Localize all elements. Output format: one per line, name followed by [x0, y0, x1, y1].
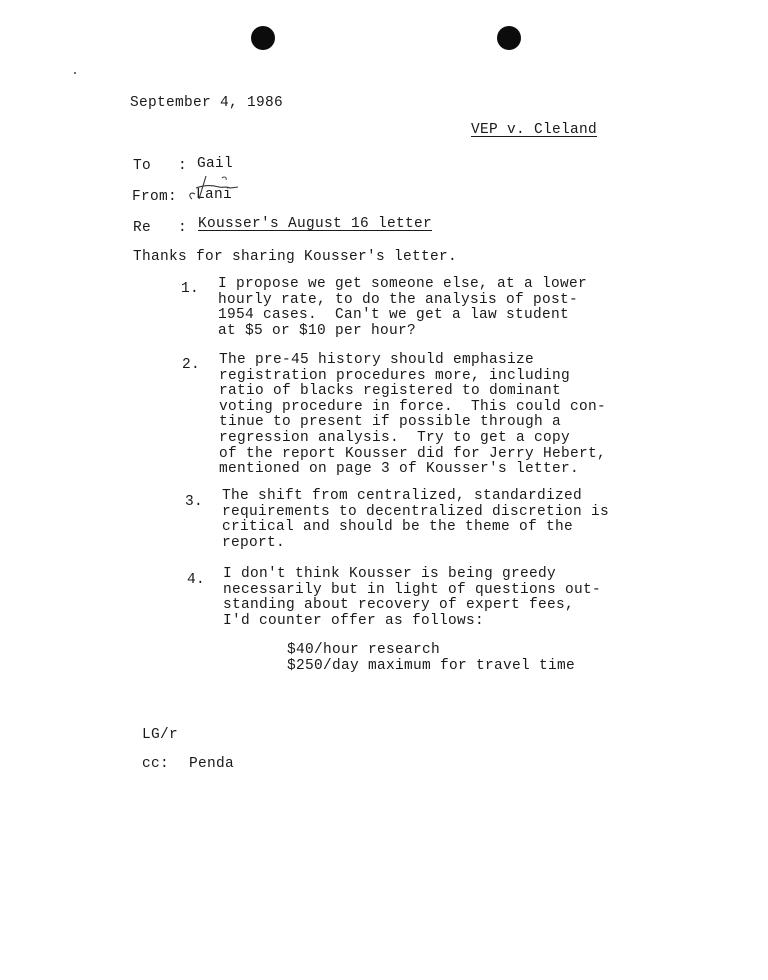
item-2-line: ratio of blacks registered to dominant [219, 383, 562, 400]
handwritten-initials-icon [186, 172, 246, 202]
item-1-line: at $5 or $10 per hour? [218, 322, 417, 339]
item-2-line: of the report Kousser did for Jerry Hebert, [219, 445, 607, 462]
rate-line: $250/day maximum for travel time [287, 657, 576, 674]
item-3-line: The shift from centralized, standardized [222, 488, 583, 504]
item-3-text [222, 489, 609, 551]
to-value: Gail [197, 156, 234, 172]
typist-initials: LG/r [142, 727, 179, 743]
item-4-line: I'd counter offer as follows: [223, 612, 485, 629]
item-1-line: 1954 cases. Can't we get a law student [218, 307, 570, 324]
memo-date: September 4, 1986 [130, 95, 284, 111]
to-label: To : [133, 158, 188, 174]
item-4-line: standing about recovery of expert fees, [223, 597, 575, 614]
case-title: VEP v. Cleland [471, 122, 598, 138]
rate-list [287, 643, 575, 674]
item-3-number: 3. [185, 494, 204, 510]
cc-recipient: Penda [189, 756, 235, 772]
item-3-line: requirements to decentralized discretion is [222, 503, 610, 520]
item-2-line: The pre-45 history should emphasize [219, 352, 535, 368]
rate-line: $40/hour research [287, 642, 441, 658]
re-label: Re : [133, 220, 188, 236]
from-value: Lani [196, 187, 233, 203]
item-4-number: 4. [187, 572, 206, 588]
item-4-line: I don't think Kousser is being greedy [223, 566, 557, 582]
punch-hole-right [497, 26, 521, 50]
re-subject: Kousser's August 16 letter [198, 216, 433, 232]
item-1-number: 1. [181, 281, 200, 297]
item-2-line: regression analysis. Try to get a copy [219, 429, 571, 446]
item-4-text [223, 567, 601, 629]
from-label: From: [132, 189, 178, 205]
opening-line: Thanks for sharing Kousser's letter. [133, 249, 458, 265]
item-3-line: report. [222, 534, 286, 551]
item-3-line: critical and should be the theme of the [222, 519, 574, 536]
item-1-line: hourly rate, to do the analysis of post- [218, 291, 579, 308]
scan-speck [74, 72, 76, 74]
item-2-line: mentioned on page 3 of Kousser's letter. [219, 461, 580, 478]
item-2-line: tinue to present if possible through a [219, 414, 562, 431]
item-4-line: necessarily but in light of questions out- [223, 581, 602, 598]
item-2-line: voting procedure in force. This could con- [219, 398, 607, 415]
item-1-text [218, 277, 587, 339]
item-2-text [219, 353, 606, 478]
item-1-line: I propose we get someone else, at a lower [218, 276, 588, 292]
cc-label: cc: [142, 756, 170, 772]
item-2-line: registration procedures more, including [219, 367, 571, 384]
item-2-number: 2. [182, 357, 201, 373]
punch-hole-left [251, 26, 275, 50]
